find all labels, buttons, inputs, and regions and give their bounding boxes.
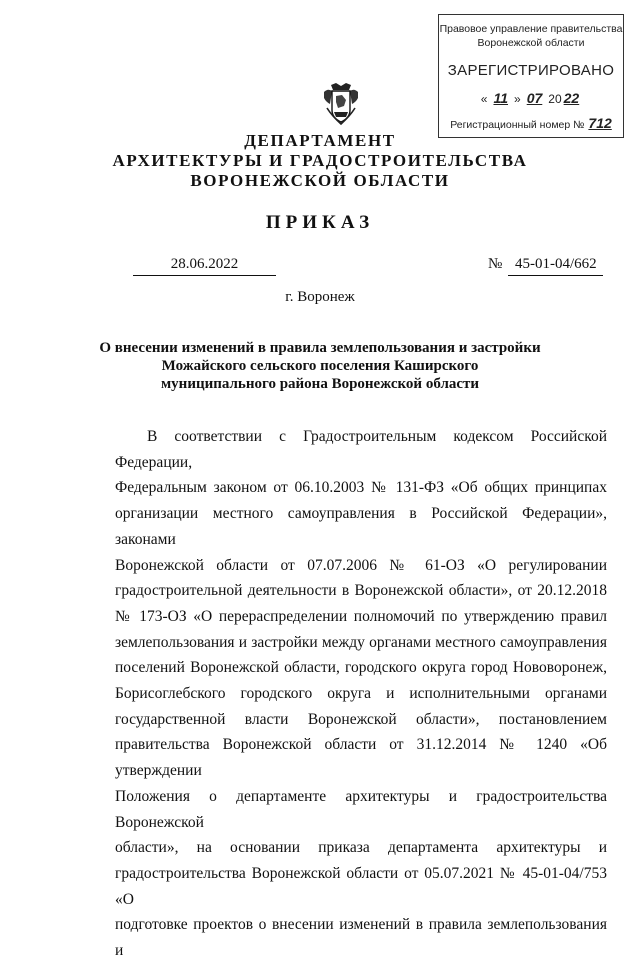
stamp-date-day: 11	[493, 90, 509, 106]
order-title-line1: О внесении изменений в правила землепользования и застройки	[99, 340, 541, 356]
body-line: В соответствии с Градостроительным кодексом Российской Федерации,	[115, 428, 607, 471]
stamp-reg-number-line	[439, 115, 623, 131]
stamp-date-year-prefix: 20	[548, 92, 562, 106]
body-line: правительства Воронежской области от 31.12.2014 № 1240 «Об утверждении	[115, 736, 607, 780]
department-line1: ДЕПАРТАМЕНТ	[244, 131, 396, 150]
order-number-block	[488, 256, 603, 276]
order-number: 45-01-04/662	[508, 256, 603, 276]
stamp-reg-number-label: Регистрационный номер №	[450, 119, 585, 131]
order-body	[115, 424, 607, 964]
stamp-registered: ЗАРЕГИСТРИРОВАНО	[447, 62, 615, 79]
stamp-date-mid: »	[514, 92, 521, 106]
stamp-date-year: 22	[563, 90, 580, 106]
order-number-label: №	[488, 256, 503, 272]
body-line: подготовке проектов о внесении изменений в правила землепользования и	[115, 916, 607, 960]
body-line: № 173-ОЗ «О перераспределении полномочий по утверждению правил	[115, 607, 607, 625]
department-line3: ВОРОНЕЖСКОЙ ОБЛАСТИ	[190, 171, 450, 190]
body-line: государственной власти Воронежской области», постановлением	[115, 710, 607, 728]
body-line: Положения о департаменте архитектуры и градостроительства Воронежской	[115, 787, 607, 831]
order-date: 28.06.2022	[133, 256, 276, 276]
stamp-reg-number: 712	[588, 115, 612, 131]
order-title-line2: Можайского сельского поселения Каширского	[161, 358, 479, 374]
body-line: Федеральным законом от 06.10.2003 № 131-ФЗ «Об общих принципах	[115, 479, 607, 497]
order-title	[0, 339, 640, 393]
city: г. Воронеж	[285, 289, 355, 305]
order-title-line3: муниципального района Воронежской области	[160, 376, 480, 392]
body-line: Воронежской области от 07.07.2006 № 61-ОЗ «О регулировании	[115, 556, 607, 574]
body-line: Борисоглебского городского округа и исполнительными органами	[115, 685, 607, 703]
body-line: землепользования и застройки между органами местного самоуправления	[115, 633, 607, 651]
coat-of-arms-icon	[322, 82, 360, 126]
document-type: ПРИКАЗ	[265, 212, 375, 233]
body-line: области», на основании приказа департамента архитектуры и	[115, 839, 607, 857]
registration-stamp	[438, 14, 624, 138]
body-line: организации местного самоуправления в Российской Федерации», законами	[115, 505, 607, 548]
stamp-date-open: «	[480, 92, 488, 106]
body-line: градостроительства Воронежской области от 05.07.2021 № 45-01-04/753 «О	[115, 864, 607, 908]
stamp-date	[439, 90, 623, 106]
body-line: градостроительной деятельности в Воронежской области», от 20.12.2018	[115, 582, 607, 600]
stamp-date-month: 07	[526, 90, 543, 106]
stamp-org-line2: Воронежской области	[477, 37, 585, 49]
body-line: поселений Воронежской области, городского округа город Нововоронеж,	[115, 659, 607, 677]
department-line2: АРХИТЕКТУРЫ И ГРАДОСТРОИТЕЛЬСТВА	[112, 151, 528, 170]
stamp-org-line1: Правовое управление правительства	[439, 23, 623, 35]
